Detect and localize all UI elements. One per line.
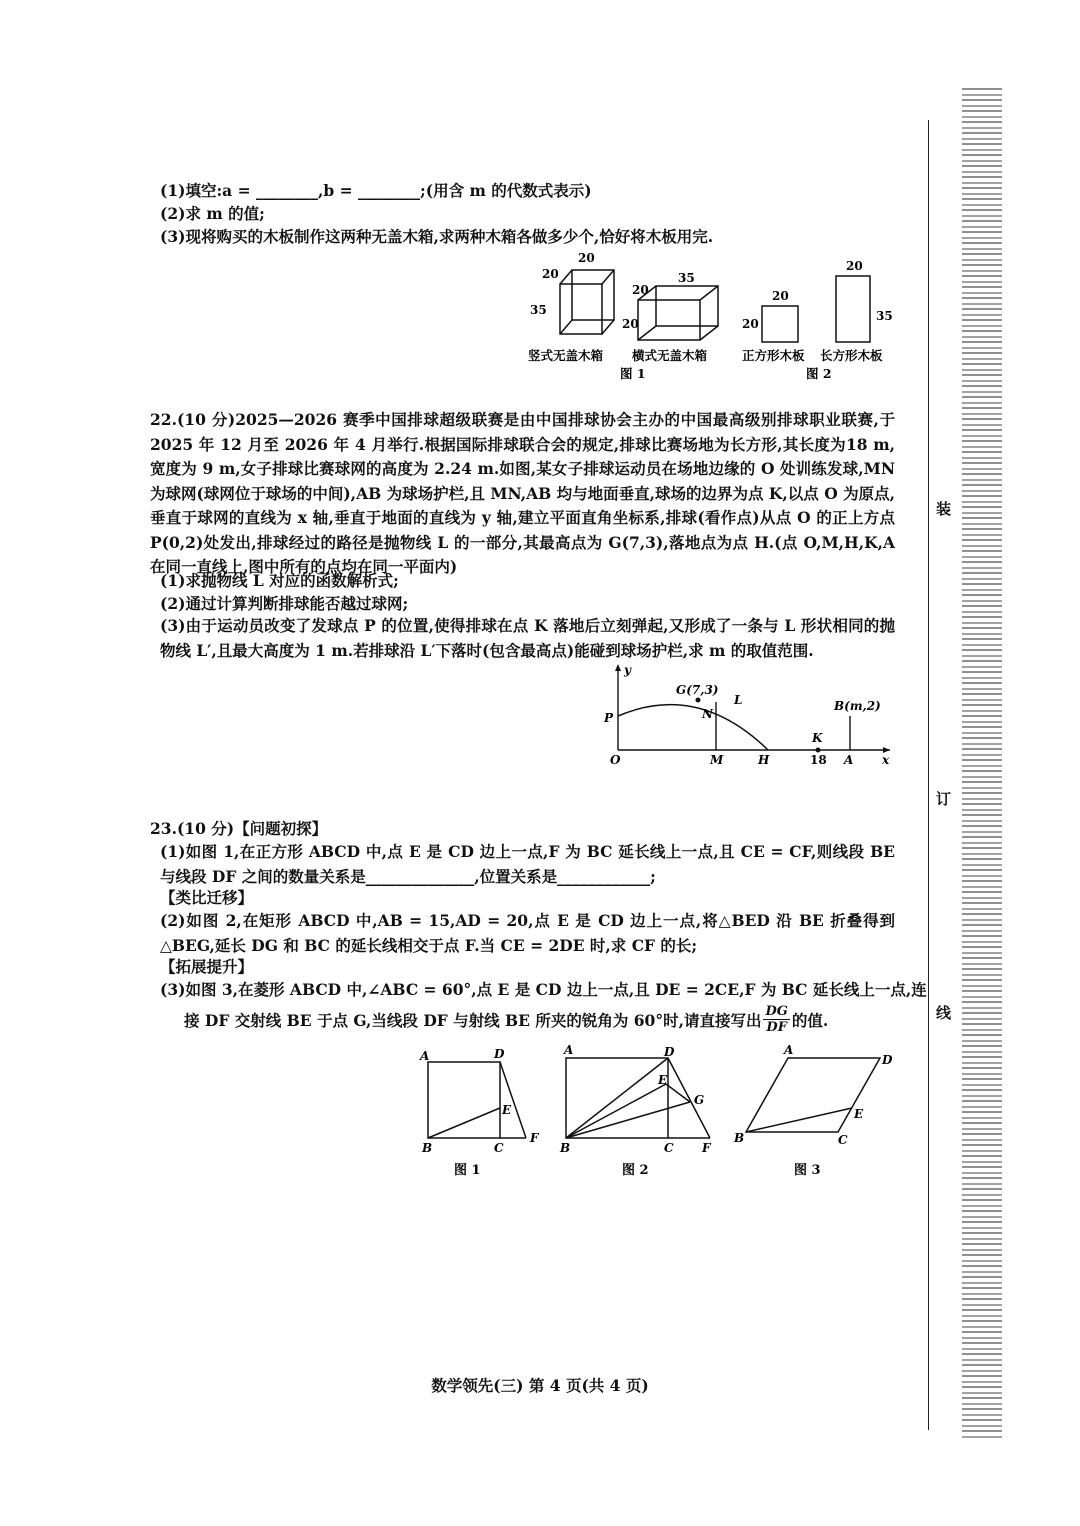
vbox-dim-left-top: 20 (542, 267, 559, 281)
fig3-A: A (784, 1043, 794, 1057)
label-B: B(m,2) (834, 699, 881, 713)
point-G (696, 698, 701, 703)
label-18: 18 (810, 753, 827, 767)
label-K: K (812, 731, 823, 745)
rect-dim-top: 20 (846, 259, 863, 273)
label-O: O (610, 753, 621, 767)
rect-board-figure (836, 276, 870, 342)
fig1-E: E (502, 1103, 512, 1117)
q23-part3c: 的值. (791, 1010, 829, 1030)
fig2-B: B (560, 1141, 571, 1155)
q21-figures (520, 248, 900, 388)
vbox-label: 竖式无盖木箱 (528, 348, 604, 363)
fig3-C: C (838, 1133, 848, 1147)
hbox-dim-side: 20 (622, 317, 639, 331)
fig3-caption-q23: 图 3 (794, 1163, 821, 1178)
fig2-caption-q23: 图 2 (622, 1163, 649, 1178)
hbox-label: 横式无盖木箱 (632, 348, 708, 363)
fig2-F: F (702, 1141, 711, 1155)
q23-figures (410, 1040, 900, 1190)
label-P: P (604, 711, 614, 725)
hbox-dim-top: 35 (678, 271, 695, 285)
fig1-D: D (494, 1047, 505, 1061)
q21-part2: (2)求 m 的值; (160, 204, 265, 223)
q22-graph (590, 660, 900, 770)
label-x: x (882, 753, 890, 767)
q22-stem: 22.(10 分)2025—2026 赛季中国排球超级联赛是由中国排球协会主办的中国最高级别排球职业联赛,于2025 年 12 月至 2026 年 4 月举行.根据国际排球联合会的规定,排球比赛场地为长方形,其长度为18 m,宽度为 9 m,女子排球比赛球网的高度为 2.24 m.如图,某女子排球运动员在场地边缘的 O 处训练发球,MN 为球网(球网位于球场的中间),AB 为球场护栏,且 MN,AB 均与地面垂直,球场的边界为点 K,以点 O 为原点,垂直于球网的直线为 x 轴,垂直于地面的直线为 y 轴,建立平面直角坐标系,排球(看作点)从点 O 的正上方点 P(0,2)处发出,排球经过的路径是抛物线 L 的一部分,其最高点为 G(7,3),落地点为点 H.(点 O,M,H,K,A 在同一直线上,图中所有的点均在同一平面内) (150, 410, 895, 576)
label-G: G(7,3) (676, 683, 719, 697)
fig1-B: B (422, 1141, 433, 1155)
hbox-dim-left-top: 20 (632, 283, 649, 297)
y-axis-arrow (615, 664, 621, 671)
fig1-caption-q23: 图 1 (454, 1163, 481, 1178)
point-K (816, 748, 821, 753)
fig2-D: D (664, 1045, 675, 1059)
square-label: 正方形木板 (742, 348, 805, 363)
vertical-box-figure (560, 270, 614, 334)
q23-section3: 【拓展提升】 (160, 957, 254, 976)
binding-char-ding: 订 (936, 790, 952, 808)
label-H: H (758, 753, 770, 767)
parabola-L (618, 705, 768, 750)
page-footer: 数学领先(三) 第 4 页(共 4 页) (431, 1376, 649, 1395)
vbox-dim-side: 35 (530, 303, 547, 317)
q23-part1: (1)如图 1,在正方形 ABCD 中,点 E 是 CD 边上一点,F 为 BC 延长线上一点,且 CE = CF,则线段 BE 与线段 DF 之间的数量关系是______________,位置关系是____________; (160, 842, 895, 886)
rect-label: 长方形木板 (820, 348, 883, 363)
q21-part1: (1)填空:a = ________,b = ________;(用含 m 的代数式表示) (160, 181, 592, 200)
fig3-D: D (882, 1053, 893, 1067)
fig2-E: E (658, 1073, 668, 1087)
fraction-DG-DF (763, 1004, 789, 1035)
q23-part2: (2)如图 2,在矩形 ABCD 中,AB = 15,AD = 20,点 E 是 CD 边上一点,将△BED 沿 BE 折叠得到△BEG,延长 DG 和 BC 的延长线相交于点 F.当 CE = 2DE 时,求 CF 的长; (160, 911, 895, 955)
fig2-C: C (664, 1141, 674, 1155)
fig1-caption: 图 1 (620, 366, 646, 381)
q23-fig1 (428, 1062, 526, 1138)
q23-part3b-row (184, 1004, 828, 1035)
binding-line (928, 120, 929, 1430)
binding-char-xian: 线 (936, 1004, 952, 1022)
q23-part3a: (3)如图 3,在菱形 ABCD 中,∠ABC = 60°,点 E 是 CD 边上一点,且 DE = 2CE,F 为 BC 延长线上一点,连 (160, 980, 927, 999)
q23-section2: 【类比迁移】 (160, 888, 254, 907)
fraction-denominator: DF (766, 1020, 787, 1035)
label-N: N (702, 707, 713, 721)
q22-part3: (3)由于运动员改变了发球点 P 的位置,使得排球在点 K 落地后立刻弹起,又形成了一条与 L 形状相同的抛物线 L′,且最大高度为 1 m.若排球沿 L′下落时(包含最高点)能碰到球场护栏,求 m 的取值范围. (160, 616, 895, 660)
label-M: M (710, 753, 724, 767)
q22-part2: (2)通过计算判断排球能否越过球网; (160, 594, 409, 613)
fig2-caption: 图 2 (806, 366, 832, 381)
q23-part3b: 接 DF 交射线 BE 于点 G,当线段 DF 与射线 BE 所夹的锐角为 60°时,请直接写出 (184, 1010, 762, 1030)
vbox-dim-top: 20 (578, 251, 595, 265)
fig1-F: F (530, 1131, 539, 1145)
fig2-A: A (564, 1043, 574, 1057)
label-y: y (624, 663, 631, 677)
fig3-E: E (854, 1107, 864, 1121)
fig2-G: G (694, 1093, 705, 1107)
fig3-B: B (734, 1131, 745, 1145)
square-dim-top: 20 (772, 289, 789, 303)
fig1-A: A (420, 1049, 430, 1063)
label-L: L (734, 693, 743, 707)
square-board-figure (762, 306, 798, 342)
square-dim-left: 20 (742, 317, 759, 331)
fraction-numerator: DG (765, 1004, 788, 1019)
q23-head: 23.(10 分)【问题初探】 (150, 819, 328, 838)
q22-part1: (1)求抛物线 L 对应的函数解析式; (160, 571, 399, 590)
q23-fig2 (566, 1058, 710, 1138)
binding-pattern (962, 88, 1002, 1438)
label-A: A (844, 753, 854, 767)
rect-dim-right: 35 (876, 309, 893, 323)
q21-part3: (3)现将购买的木板制作这两种无盖木箱,求两种木箱各做多少个,恰好将木板用完. (160, 227, 714, 246)
binding-char-zhuang: 装 (936, 500, 952, 518)
horizontal-box-figure (638, 286, 718, 340)
fig1-C: C (494, 1141, 504, 1155)
